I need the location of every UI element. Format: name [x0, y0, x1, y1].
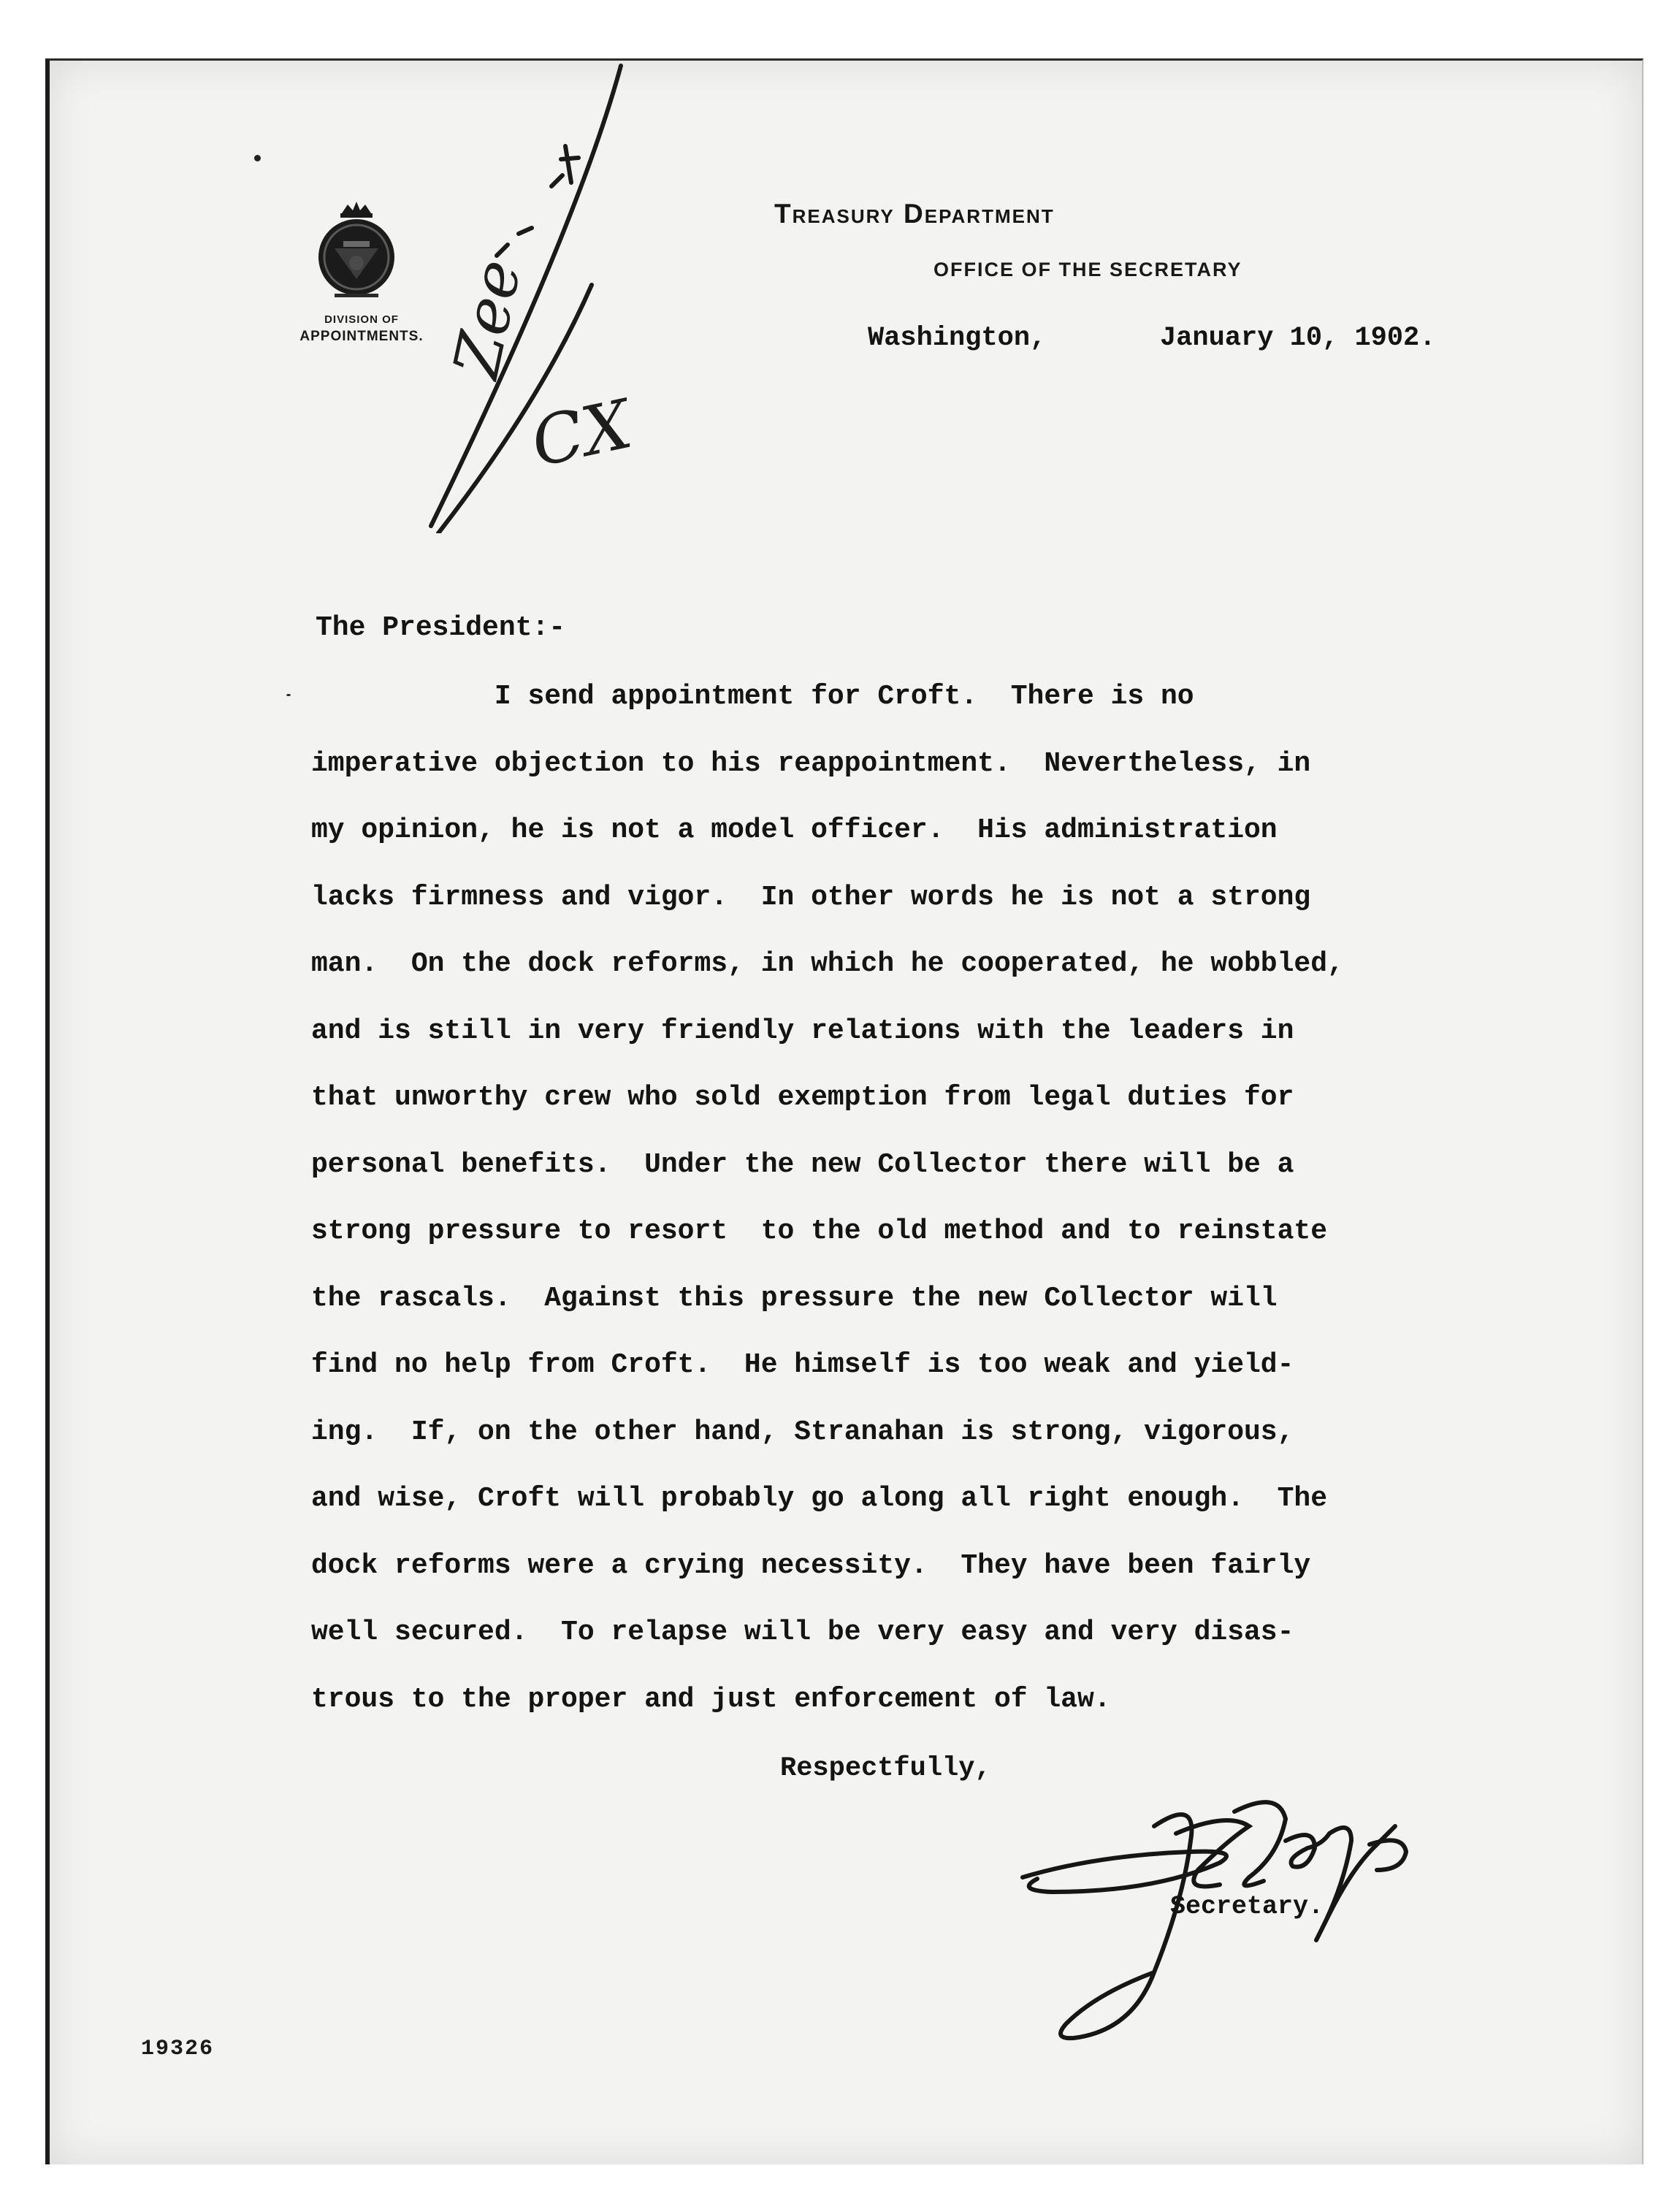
body-line: and wise, Croft will probably go along all right enough. The	[311, 1483, 1328, 1514]
body-line: dock reforms were a crying necessity. They have been fairly	[311, 1549, 1311, 1581]
letter-date: January 10, 1902.	[1160, 323, 1436, 354]
handwritten-note-b: CX	[524, 385, 638, 482]
body-line: ing. If, on the other hand, Stranahan is strong, vigorous,	[311, 1416, 1294, 1448]
body-line: find no help from Croft. He himself is too weak and yield-	[311, 1349, 1294, 1381]
letter-body	[311, 678, 1597, 1747]
file-number: 19326	[141, 2037, 215, 2061]
seal-caption-line2: APPOINTMENTS.	[299, 329, 424, 345]
body-line: I send appointment for Croft. There is no	[311, 681, 1194, 712]
body-line: the rascals. Against this pressure the new Collector will	[311, 1282, 1278, 1314]
ink-speck	[254, 155, 261, 161]
salutation: The President:-	[316, 612, 566, 644]
body-line: strong pressure to resort to the old method and to reinstate	[311, 1216, 1328, 1247]
body-line: that unworthy crew who sold exemption from legal duties for	[311, 1082, 1294, 1113]
signatory-title: Secretary.	[1170, 1892, 1324, 1921]
treasury-seal-icon	[313, 197, 400, 307]
department-name: Treasury Department	[774, 199, 1055, 229]
closing: Respectfully,	[780, 1753, 991, 1784]
handwritten-note-a: Zee	[440, 253, 536, 384]
body-line: imperative objection to his reappointment. Nevertheless, in	[311, 747, 1311, 779]
letter-place: Washington,	[868, 323, 1047, 354]
body-line: trous to the proper and just enforcement of law.	[311, 1683, 1111, 1715]
body-line: well secured. To relapse will be very easy and very disas-	[311, 1617, 1294, 1648]
body-line: lacks firmness and vigor. In other words he is not a strong	[311, 881, 1311, 913]
body-line: man. On the dock reforms, in which he cooperated, he wobbled,	[311, 948, 1344, 980]
seal-caption-line1: DIVISION OF	[324, 313, 399, 326]
office-name: OFFICE OF THE SECRETARY	[933, 259, 1242, 281]
body-line: my opinion, he is not a model officer. His administration	[311, 814, 1278, 846]
ink-speck	[286, 694, 291, 696]
body-line: and is still in very friendly relations with the leaders in	[311, 1015, 1294, 1047]
body-line: personal benefits. Under the new Collector there will be a	[311, 1148, 1294, 1180]
